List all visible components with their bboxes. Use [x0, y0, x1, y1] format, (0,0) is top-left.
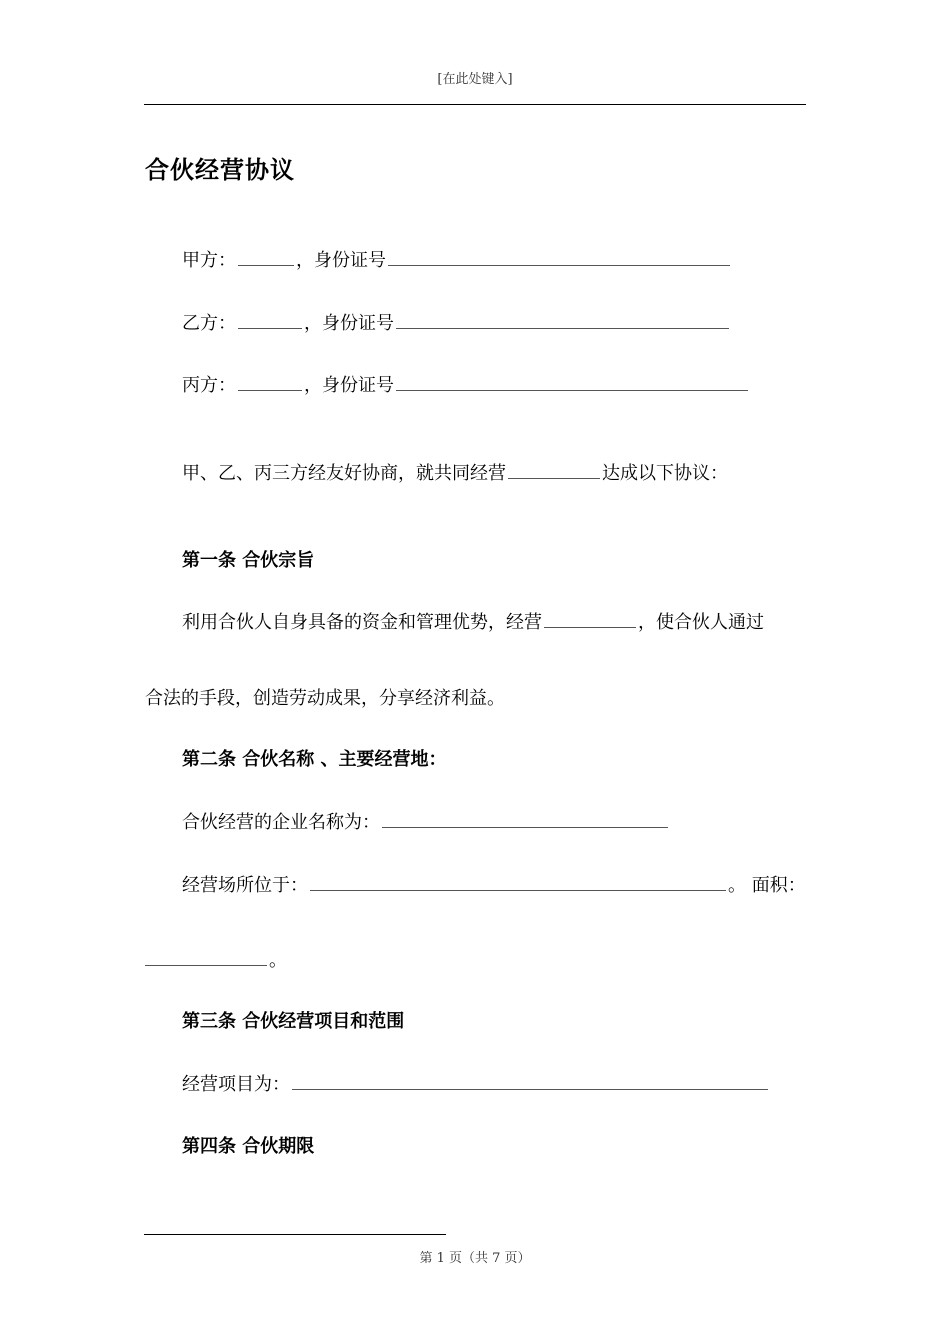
area-label: 。 面积：: [728, 875, 806, 896]
article1-line1: [182, 608, 764, 634]
enterprise-name-label: 合伙经营的企业名称为：: [182, 812, 380, 833]
page-header: [在此处键入]: [437, 72, 513, 87]
header-rule: [144, 104, 806, 105]
article2-heading: 第二条 合伙名称 、主要经营地：: [182, 749, 447, 770]
article1-line1-before: 利用合伙人自身具备的资金和管理优势，经营: [182, 612, 542, 633]
party-b-label: 乙方：: [182, 313, 236, 334]
party-b-line: [182, 309, 731, 335]
party-a-line: [182, 246, 732, 272]
article1-business-blank[interactable]: [544, 613, 636, 628]
article1-line1-after: ，使合伙人通过: [638, 612, 764, 633]
intro-after: 达成以下协议：: [602, 463, 728, 484]
party-b-id-blank[interactable]: [396, 314, 729, 329]
party-c-name-blank[interactable]: [238, 376, 302, 391]
business-place-label: 经营场所位于：: [182, 875, 308, 896]
business-blank[interactable]: [508, 464, 600, 479]
project-blank[interactable]: [292, 1075, 768, 1090]
party-a-name-blank[interactable]: [238, 251, 294, 266]
party-c-id-label: ，身份证号: [304, 375, 394, 396]
party-c-label: 丙方：: [182, 375, 236, 396]
intro-before: 甲、乙、丙三方经友好协商，就共同经营: [182, 463, 506, 484]
enterprise-name-blank[interactable]: [382, 813, 668, 828]
page-footer: 第 1 页（共 7 页）: [419, 1251, 531, 1266]
party-a-id-label: ，身份证号: [296, 250, 386, 271]
project-line: [182, 1070, 770, 1096]
area-line: [145, 946, 287, 972]
party-c-id-blank[interactable]: [396, 376, 748, 391]
footer-rule: [144, 1234, 446, 1235]
article1-line2: 合法的手段，创造劳动成果，分享经济利益。: [145, 688, 505, 709]
article3-heading: 第三条 合伙经营项目和范围: [182, 1011, 405, 1032]
document-title: 合伙经营协议: [145, 155, 295, 184]
article4-heading: 第四条 合伙期限: [182, 1136, 315, 1157]
party-b-name-blank[interactable]: [238, 314, 302, 329]
party-a-label: 甲方：: [182, 250, 236, 271]
article1-heading: 第一条 合伙宗旨: [182, 550, 315, 571]
enterprise-name-line: [182, 808, 670, 834]
area-end: 。: [269, 950, 287, 971]
party-b-id-label: ，身份证号: [304, 313, 394, 334]
party-a-id-blank[interactable]: [388, 251, 730, 266]
business-place-line: [182, 871, 806, 897]
area-blank[interactable]: [145, 951, 267, 966]
project-label: 经营项目为：: [182, 1074, 290, 1095]
party-c-line: [182, 371, 750, 397]
business-place-blank[interactable]: [310, 876, 726, 891]
intro-line: [182, 459, 728, 485]
